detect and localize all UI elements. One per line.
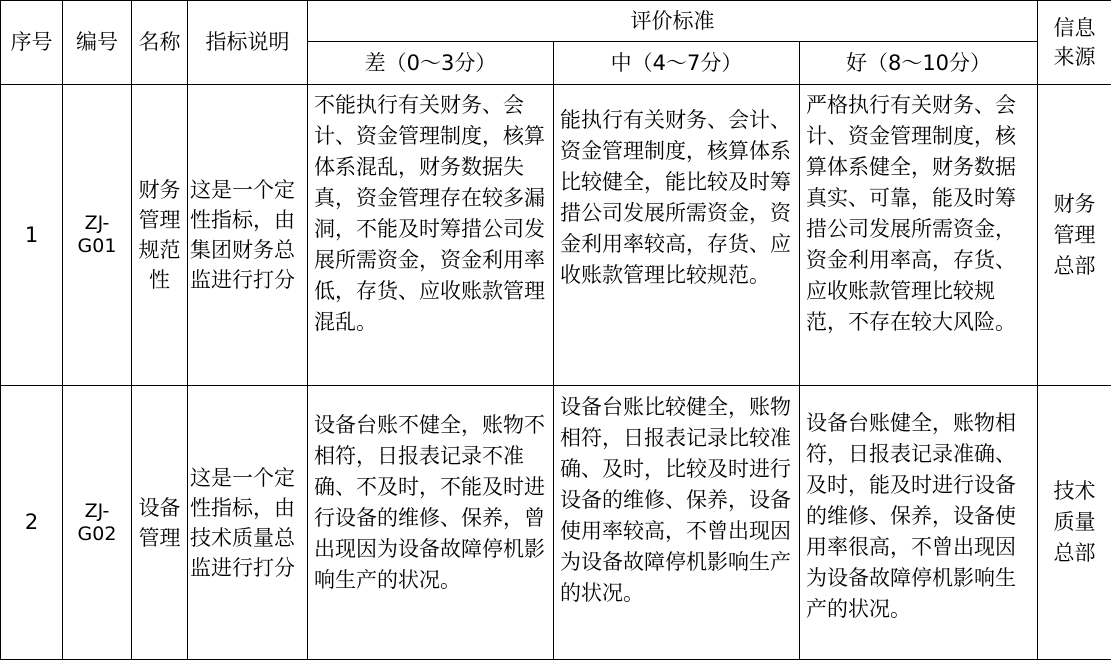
row-code: ZJ-G02	[63, 386, 132, 660]
header-code: 编号	[63, 1, 132, 85]
row-seq: 1	[1, 85, 63, 386]
header-indicator: 指标说明	[188, 1, 308, 85]
row-criteria-poor: 不能执行有关财务、会计、资金管理制度，核算体系混乱，财务数据失真，资金管理存在较多漏洞，不能及时筹措公司发展所需资金，资金利用率低，存货、应收账款管理混乱。	[308, 85, 554, 386]
header-grade-good: 好（8～10分）	[800, 42, 1038, 85]
header-seq: 序号	[1, 1, 63, 85]
row-indicator: 这是一个定性指标，由集团财务总监进行打分	[188, 85, 308, 386]
header-name: 名称	[132, 1, 188, 85]
header-source: 信息来源	[1038, 1, 1111, 85]
row-name: 财务管理规范性	[132, 85, 188, 386]
row-criteria-poor: 设备台账不健全，账物不相符，日报表记录不准确、不及时，不能及时进行设备的维修、保养，曾出现因为设备故障停机影响生产的状况。	[308, 386, 554, 660]
table-row	[1, 386, 1111, 660]
row-criteria-mid: 能执行有关财务、会计、资金管理制度，核算体系比较健全，能比较及时筹措公司发展所需资金，资金利用率较高，存货、应收账款管理比较规范。	[554, 85, 800, 386]
row-source: 技术质量总部	[1038, 386, 1111, 660]
row-source: 财务管理总部	[1038, 85, 1111, 386]
row-criteria-good: 严格执行有关财务、会计、资金管理制度，核算体系健全，财务数据真实、可靠，能及时筹措公司发展所需资金，资金利用率高，存货、应收账款管理比较规范，不存在较大风险。	[800, 85, 1038, 386]
row-indicator: 这是一个定性指标，由技术质量总监进行打分	[188, 386, 308, 660]
header-grade-mid: 中（4～7分）	[554, 42, 800, 85]
header-criteria: 评价标准	[308, 1, 1038, 42]
header-grade-poor: 差（0～3分）	[308, 42, 554, 85]
table-row	[1, 85, 1111, 386]
row-seq: 2	[1, 386, 63, 660]
row-code: ZJ-G01	[63, 85, 132, 386]
row-criteria-mid: 设备台账比较健全，账物相符，日报表记录比较准确、及时，比较及时进行设备的维修、保养，设备使用率较高，不曾出现因为设备故障停机影响生产的状况。	[554, 386, 800, 660]
row-criteria-good: 设备台账健全，账物相符，日报表记录准确、及时，能及时进行设备的维修、保养，设备使用率很高，不曾出现因为设备故障停机影响生产的状况。	[800, 386, 1038, 660]
row-name: 设备管理	[132, 386, 188, 660]
